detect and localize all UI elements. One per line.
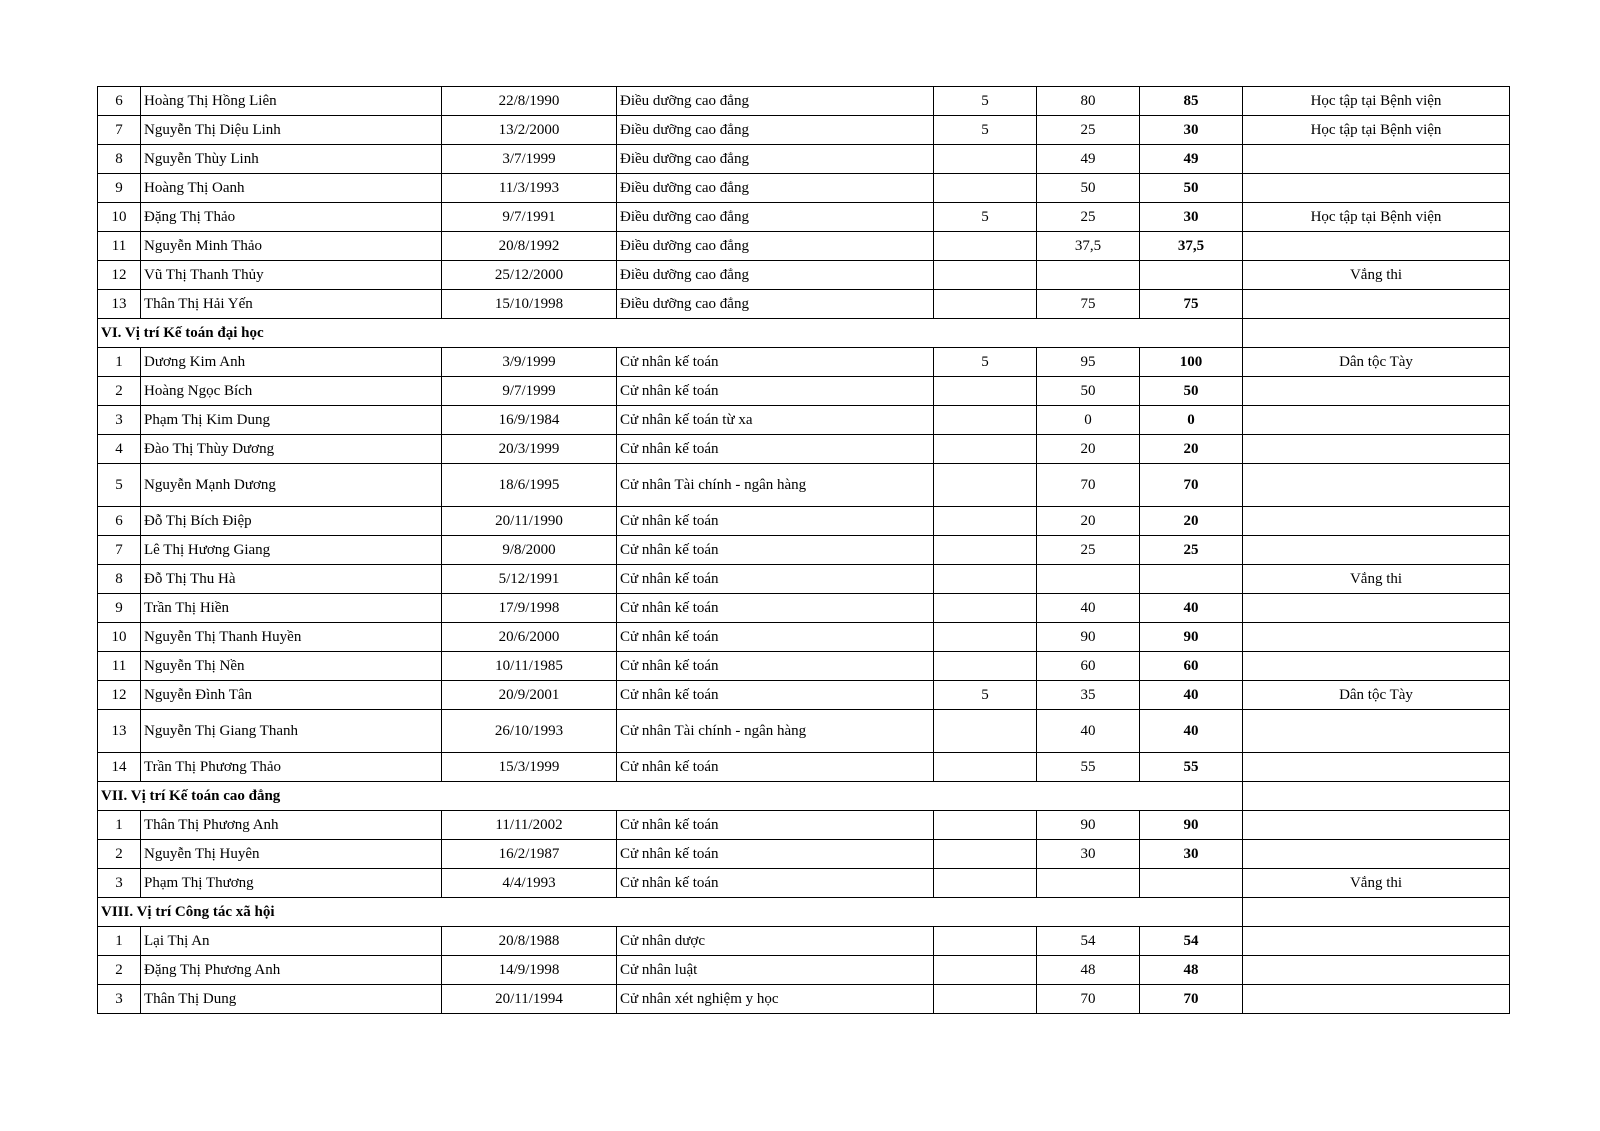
row-number-cell: 13 [98, 710, 141, 753]
note-cell [1243, 811, 1510, 840]
bonus-points-cell [934, 377, 1037, 406]
full-name-cell: Nguyễn Thị Thanh Huyền [141, 623, 442, 652]
exam-score-cell: 20 [1037, 435, 1140, 464]
date-of-birth-cell: 16/9/1984 [442, 406, 617, 435]
total-score-cell: 50 [1140, 377, 1243, 406]
qualification-cell: Cử nhân kế toán [617, 536, 934, 565]
note-cell [1243, 174, 1510, 203]
qualification-cell: Điều dưỡng cao đẳng [617, 174, 934, 203]
qualification-cell: Cử nhân kế toán từ xa [617, 406, 934, 435]
total-score-cell [1140, 261, 1243, 290]
date-of-birth-cell: 20/8/1992 [442, 232, 617, 261]
exam-score-cell: 30 [1037, 840, 1140, 869]
bonus-points-cell [934, 261, 1037, 290]
note-cell: Dân tộc Tày [1243, 348, 1510, 377]
exam-score-cell: 48 [1037, 956, 1140, 985]
row-number-cell: 8 [98, 565, 141, 594]
table-row [98, 623, 1510, 652]
qualification-cell: Cử nhân Tài chính - ngân hàng [617, 464, 934, 507]
note-cell [1243, 985, 1510, 1014]
full-name-cell: Hoàng Thị Oanh [141, 174, 442, 203]
results-sheet [97, 86, 1509, 1014]
row-number-cell: 2 [98, 956, 141, 985]
full-name-cell: Thân Thị Dung [141, 985, 442, 1014]
total-score-cell: 20 [1140, 435, 1243, 464]
bonus-points-cell [934, 710, 1037, 753]
total-score-cell: 55 [1140, 753, 1243, 782]
total-score-cell: 40 [1140, 681, 1243, 710]
full-name-cell: Nguyễn Thị Diệu Linh [141, 116, 442, 145]
qualification-cell: Cử nhân kế toán [617, 507, 934, 536]
date-of-birth-cell: 22/8/1990 [442, 87, 617, 116]
exam-score-cell: 35 [1037, 681, 1140, 710]
total-score-cell: 50 [1140, 174, 1243, 203]
note-cell [1243, 290, 1510, 319]
date-of-birth-cell: 20/9/2001 [442, 681, 617, 710]
row-number-cell: 5 [98, 464, 141, 507]
row-number-cell: 1 [98, 927, 141, 956]
table-row [98, 985, 1510, 1014]
exam-score-cell: 75 [1037, 290, 1140, 319]
note-cell [1243, 652, 1510, 681]
exam-score-cell: 0 [1037, 406, 1140, 435]
section-title: VII. Vị trí Kế toán cao đẳng [98, 782, 1243, 811]
bonus-points-cell [934, 174, 1037, 203]
note-cell [1243, 377, 1510, 406]
exam-score-cell: 25 [1037, 116, 1140, 145]
row-number-cell: 3 [98, 406, 141, 435]
date-of-birth-cell: 4/4/1993 [442, 869, 617, 898]
exam-score-cell [1037, 261, 1140, 290]
row-number-cell: 7 [98, 536, 141, 565]
total-score-cell [1140, 869, 1243, 898]
exam-score-cell: 20 [1037, 507, 1140, 536]
exam-score-cell: 90 [1037, 623, 1140, 652]
note-cell: Vắng thi [1243, 869, 1510, 898]
qualification-cell: Điều dưỡng cao đẳng [617, 261, 934, 290]
total-score-cell: 90 [1140, 811, 1243, 840]
table-row [98, 87, 1510, 116]
bonus-points-cell [934, 811, 1037, 840]
qualification-cell: Cử nhân kế toán [617, 377, 934, 406]
date-of-birth-cell: 15/10/1998 [442, 290, 617, 319]
row-number-cell: 11 [98, 652, 141, 681]
row-number-cell: 12 [98, 261, 141, 290]
qualification-cell: Điều dưỡng cao đẳng [617, 145, 934, 174]
bonus-points-cell: 5 [934, 87, 1037, 116]
row-number-cell: 6 [98, 87, 141, 116]
total-score-cell: 30 [1140, 116, 1243, 145]
qualification-cell: Cử nhân kế toán [617, 869, 934, 898]
table-row [98, 753, 1510, 782]
row-number-cell: 14 [98, 753, 141, 782]
exam-score-cell: 54 [1037, 927, 1140, 956]
row-number-cell: 3 [98, 869, 141, 898]
results-table [97, 86, 1510, 1014]
table-row [98, 594, 1510, 623]
note-cell [1243, 956, 1510, 985]
section-note-cell [1243, 782, 1510, 811]
total-score-cell: 20 [1140, 507, 1243, 536]
date-of-birth-cell: 9/7/1991 [442, 203, 617, 232]
table-row [98, 536, 1510, 565]
table-row [98, 174, 1510, 203]
table-row [98, 203, 1510, 232]
total-score-cell: 60 [1140, 652, 1243, 681]
full-name-cell: Đặng Thị Phương Anh [141, 956, 442, 985]
date-of-birth-cell: 20/8/1988 [442, 927, 617, 956]
exam-score-cell: 95 [1037, 348, 1140, 377]
table-row [98, 956, 1510, 985]
date-of-birth-cell: 14/9/1998 [442, 956, 617, 985]
qualification-cell: Điều dưỡng cao đẳng [617, 116, 934, 145]
qualification-cell: Cử nhân luật [617, 956, 934, 985]
qualification-cell: Điều dưỡng cao đẳng [617, 203, 934, 232]
qualification-cell: Cử nhân kế toán [617, 348, 934, 377]
full-name-cell: Đặng Thị Thảo [141, 203, 442, 232]
full-name-cell: Đỗ Thị Bích Điệp [141, 507, 442, 536]
bonus-points-cell: 5 [934, 348, 1037, 377]
bonus-points-cell [934, 623, 1037, 652]
note-cell [1243, 406, 1510, 435]
bonus-points-cell [934, 536, 1037, 565]
total-score-cell: 70 [1140, 985, 1243, 1014]
exam-score-cell: 90 [1037, 811, 1140, 840]
row-number-cell: 9 [98, 174, 141, 203]
full-name-cell: Nguyễn Thị Giang Thanh [141, 710, 442, 753]
total-score-cell: 0 [1140, 406, 1243, 435]
qualification-cell: Điều dưỡng cao đẳng [617, 290, 934, 319]
total-score-cell: 85 [1140, 87, 1243, 116]
note-cell: Vắng thi [1243, 565, 1510, 594]
note-cell [1243, 840, 1510, 869]
qualification-cell: Cử nhân kế toán [617, 840, 934, 869]
bonus-points-cell [934, 406, 1037, 435]
total-score-cell [1140, 565, 1243, 594]
total-score-cell: 40 [1140, 594, 1243, 623]
date-of-birth-cell: 3/9/1999 [442, 348, 617, 377]
table-row [98, 811, 1510, 840]
full-name-cell: Nguyễn Thị Huyên [141, 840, 442, 869]
row-number-cell: 1 [98, 811, 141, 840]
note-cell [1243, 927, 1510, 956]
qualification-cell: Cử nhân kế toán [617, 435, 934, 464]
bonus-points-cell [934, 464, 1037, 507]
date-of-birth-cell: 10/11/1985 [442, 652, 617, 681]
row-number-cell: 7 [98, 116, 141, 145]
total-score-cell: 30 [1140, 203, 1243, 232]
bonus-points-cell: 5 [934, 116, 1037, 145]
full-name-cell: Nguyễn Mạnh Dương [141, 464, 442, 507]
total-score-cell: 25 [1140, 536, 1243, 565]
section-note-cell [1243, 898, 1510, 927]
full-name-cell: Hoàng Thị Hồng Liên [141, 87, 442, 116]
exam-score-cell: 40 [1037, 710, 1140, 753]
row-number-cell: 10 [98, 623, 141, 652]
note-cell [1243, 710, 1510, 753]
date-of-birth-cell: 9/8/2000 [442, 536, 617, 565]
table-row [98, 406, 1510, 435]
bonus-points-cell [934, 145, 1037, 174]
full-name-cell: Nguyễn Đình Tân [141, 681, 442, 710]
full-name-cell: Nguyễn Minh Thảo [141, 232, 442, 261]
exam-score-cell: 40 [1037, 594, 1140, 623]
full-name-cell: Trần Thị Hiền [141, 594, 442, 623]
note-cell [1243, 145, 1510, 174]
row-number-cell: 2 [98, 840, 141, 869]
note-cell [1243, 594, 1510, 623]
qualification-cell: Cử nhân kế toán [617, 681, 934, 710]
bonus-points-cell [934, 956, 1037, 985]
note-cell [1243, 435, 1510, 464]
table-row [98, 435, 1510, 464]
table-row [98, 232, 1510, 261]
exam-score-cell [1037, 565, 1140, 594]
exam-score-cell: 70 [1037, 985, 1140, 1014]
qualification-cell: Điều dưỡng cao đẳng [617, 87, 934, 116]
exam-score-cell: 37,5 [1037, 232, 1140, 261]
row-number-cell: 2 [98, 377, 141, 406]
note-cell: Vắng thi [1243, 261, 1510, 290]
section-title: VIII. Vị trí Công tác xã hội [98, 898, 1243, 927]
exam-score-cell: 50 [1037, 377, 1140, 406]
bonus-points-cell: 5 [934, 681, 1037, 710]
full-name-cell: Nguyễn Thùy Linh [141, 145, 442, 174]
bonus-points-cell [934, 507, 1037, 536]
qualification-cell: Cử nhân Tài chính - ngân hàng [617, 710, 934, 753]
total-score-cell: 54 [1140, 927, 1243, 956]
full-name-cell: Đỗ Thị Thu Hà [141, 565, 442, 594]
full-name-cell: Thân Thị Hải Yến [141, 290, 442, 319]
date-of-birth-cell: 26/10/1993 [442, 710, 617, 753]
table-row [98, 145, 1510, 174]
row-number-cell: 3 [98, 985, 141, 1014]
table-body [98, 87, 1510, 1014]
total-score-cell: 48 [1140, 956, 1243, 985]
bonus-points-cell [934, 869, 1037, 898]
exam-score-cell: 60 [1037, 652, 1140, 681]
section-header-row [98, 782, 1510, 811]
full-name-cell: Lại Thị An [141, 927, 442, 956]
note-cell [1243, 536, 1510, 565]
table-row [98, 290, 1510, 319]
note-cell [1243, 507, 1510, 536]
section-title: VI. Vị trí Kế toán đại học [98, 319, 1243, 348]
note-cell [1243, 232, 1510, 261]
full-name-cell: Trần Thị Phương Thảo [141, 753, 442, 782]
section-note-cell [1243, 319, 1510, 348]
qualification-cell: Cử nhân dược [617, 927, 934, 956]
total-score-cell: 75 [1140, 290, 1243, 319]
total-score-cell: 40 [1140, 710, 1243, 753]
bonus-points-cell [934, 594, 1037, 623]
bonus-points-cell: 5 [934, 203, 1037, 232]
bonus-points-cell [934, 565, 1037, 594]
note-cell [1243, 464, 1510, 507]
section-header-row [98, 898, 1510, 927]
full-name-cell: Đào Thị Thùy Dương [141, 435, 442, 464]
qualification-cell: Cử nhân kế toán [617, 565, 934, 594]
full-name-cell: Dương Kim Anh [141, 348, 442, 377]
date-of-birth-cell: 20/6/2000 [442, 623, 617, 652]
exam-score-cell: 55 [1037, 753, 1140, 782]
bonus-points-cell [934, 927, 1037, 956]
table-row [98, 652, 1510, 681]
total-score-cell: 30 [1140, 840, 1243, 869]
note-cell [1243, 623, 1510, 652]
bonus-points-cell [934, 985, 1037, 1014]
bonus-points-cell [934, 840, 1037, 869]
date-of-birth-cell: 20/11/1994 [442, 985, 617, 1014]
exam-score-cell: 25 [1037, 203, 1140, 232]
table-row [98, 840, 1510, 869]
row-number-cell: 10 [98, 203, 141, 232]
row-number-cell: 9 [98, 594, 141, 623]
date-of-birth-cell: 20/11/1990 [442, 507, 617, 536]
exam-score-cell: 50 [1037, 174, 1140, 203]
full-name-cell: Nguyễn Thị Nền [141, 652, 442, 681]
table-row [98, 507, 1510, 536]
full-name-cell: Phạm Thị Thương [141, 869, 442, 898]
full-name-cell: Hoàng Ngọc Bích [141, 377, 442, 406]
table-row [98, 377, 1510, 406]
bonus-points-cell [934, 290, 1037, 319]
row-number-cell: 13 [98, 290, 141, 319]
full-name-cell: Vũ Thị Thanh Thủy [141, 261, 442, 290]
table-row [98, 348, 1510, 377]
date-of-birth-cell: 17/9/1998 [442, 594, 617, 623]
full-name-cell: Lê Thị Hương Giang [141, 536, 442, 565]
qualification-cell: Cử nhân kế toán [617, 753, 934, 782]
date-of-birth-cell: 16/2/1987 [442, 840, 617, 869]
table-row [98, 869, 1510, 898]
qualification-cell: Cử nhân kế toán [617, 594, 934, 623]
date-of-birth-cell: 18/6/1995 [442, 464, 617, 507]
total-score-cell: 90 [1140, 623, 1243, 652]
row-number-cell: 12 [98, 681, 141, 710]
row-number-cell: 11 [98, 232, 141, 261]
date-of-birth-cell: 15/3/1999 [442, 753, 617, 782]
note-cell [1243, 753, 1510, 782]
section-header-row [98, 319, 1510, 348]
bonus-points-cell [934, 435, 1037, 464]
bonus-points-cell [934, 652, 1037, 681]
note-cell: Học tập tại Bệnh viện [1243, 116, 1510, 145]
date-of-birth-cell: 25/12/2000 [442, 261, 617, 290]
bonus-points-cell [934, 232, 1037, 261]
row-number-cell: 8 [98, 145, 141, 174]
total-score-cell: 37,5 [1140, 232, 1243, 261]
table-row [98, 464, 1510, 507]
row-number-cell: 1 [98, 348, 141, 377]
date-of-birth-cell: 11/11/2002 [442, 811, 617, 840]
date-of-birth-cell: 3/7/1999 [442, 145, 617, 174]
date-of-birth-cell: 9/7/1999 [442, 377, 617, 406]
table-row [98, 710, 1510, 753]
exam-score-cell: 70 [1037, 464, 1140, 507]
exam-score-cell: 49 [1037, 145, 1140, 174]
bonus-points-cell [934, 753, 1037, 782]
row-number-cell: 4 [98, 435, 141, 464]
total-score-cell: 100 [1140, 348, 1243, 377]
qualification-cell: Cử nhân kế toán [617, 652, 934, 681]
total-score-cell: 70 [1140, 464, 1243, 507]
table-row [98, 927, 1510, 956]
date-of-birth-cell: 13/2/2000 [442, 116, 617, 145]
note-cell: Dân tộc Tày [1243, 681, 1510, 710]
note-cell: Học tập tại Bệnh viện [1243, 203, 1510, 232]
total-score-cell: 49 [1140, 145, 1243, 174]
qualification-cell: Cử nhân kế toán [617, 623, 934, 652]
date-of-birth-cell: 20/3/1999 [442, 435, 617, 464]
qualification-cell: Cử nhân xét nghiệm y học [617, 985, 934, 1014]
note-cell: Học tập tại Bệnh viện [1243, 87, 1510, 116]
qualification-cell: Cử nhân kế toán [617, 811, 934, 840]
table-row [98, 681, 1510, 710]
table-row [98, 565, 1510, 594]
table-row [98, 261, 1510, 290]
qualification-cell: Điều dưỡng cao đẳng [617, 232, 934, 261]
date-of-birth-cell: 11/3/1993 [442, 174, 617, 203]
table-row [98, 116, 1510, 145]
row-number-cell: 6 [98, 507, 141, 536]
exam-score-cell [1037, 869, 1140, 898]
full-name-cell: Thân Thị Phương Anh [141, 811, 442, 840]
date-of-birth-cell: 5/12/1991 [442, 565, 617, 594]
exam-score-cell: 25 [1037, 536, 1140, 565]
exam-score-cell: 80 [1037, 87, 1140, 116]
full-name-cell: Phạm Thị Kim Dung [141, 406, 442, 435]
